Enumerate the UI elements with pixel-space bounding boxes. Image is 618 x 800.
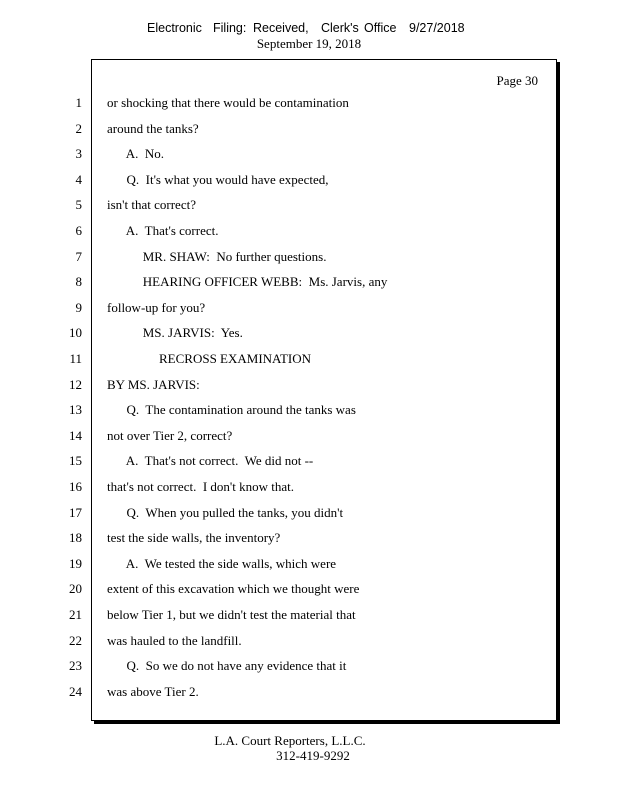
line-number: 16 xyxy=(69,479,82,494)
line-number: 7 xyxy=(75,249,82,264)
transcript-line: that's not correct. I don't know that. xyxy=(107,479,295,494)
line-number: 23 xyxy=(69,658,82,673)
line-number: 20 xyxy=(69,581,82,596)
line-number: 1 xyxy=(75,95,82,110)
line-number: 10 xyxy=(69,325,82,340)
line-number: 5 xyxy=(75,197,82,212)
line-number: 17 xyxy=(69,505,82,520)
transcript-line: was above Tier 2. xyxy=(107,684,199,699)
line-number: 8 xyxy=(75,274,82,289)
line-number: 14 xyxy=(69,428,82,443)
line-number: 18 xyxy=(69,530,82,545)
filing-word: Electronic xyxy=(147,21,202,35)
transcript-line: MR. SHAW: No further questions. xyxy=(107,249,327,264)
transcript-line: not over Tier 2, correct? xyxy=(107,428,233,443)
filing-word: Received, xyxy=(253,21,309,35)
transcript-line: A. That's not correct. We did not -- xyxy=(107,453,314,468)
line-number: 4 xyxy=(75,172,82,187)
transcript-line: Q. When you pulled the tanks, you didn't xyxy=(107,505,344,520)
page-number: Page 30 xyxy=(496,73,538,88)
transcript-line: RECROSS EXAMINATION xyxy=(107,351,312,366)
line-number: 6 xyxy=(75,223,82,238)
transcript-line: BY MS. JARVIS: xyxy=(107,377,200,392)
transcript-line: around the tanks? xyxy=(107,121,199,136)
line-number: 11 xyxy=(69,351,82,366)
transcript-line: HEARING OFFICER WEBB: Ms. Jarvis, any xyxy=(107,274,388,289)
transcript-line: test the side walls, the inventory? xyxy=(107,530,281,545)
filing-word: Office xyxy=(364,21,397,35)
filing-word: Filing: xyxy=(213,21,247,35)
line-number: 21 xyxy=(69,607,82,622)
transcript-line: A. That's correct. xyxy=(107,223,219,238)
transcript-line: extent of this excavation which we thought were xyxy=(107,581,360,596)
transcript-line: below Tier 1, but we didn't test the material that xyxy=(107,607,356,622)
line-number: 22 xyxy=(69,633,82,648)
transcript-line: MS. JARVIS: Yes. xyxy=(107,325,243,340)
electronic-filing-stamp xyxy=(0,21,618,37)
court-reporter-name: L.A. Court Reporters, L.L.C. xyxy=(214,733,366,748)
transcript-line: Q. So we do not have any evidence that it xyxy=(107,658,347,673)
line-number: 3 xyxy=(75,146,82,161)
court-reporter-phone: 312-419-9292 xyxy=(276,748,350,763)
transcript-line: follow-up for you? xyxy=(107,300,206,315)
line-number: 2 xyxy=(75,121,82,136)
transcript-line: was hauled to the landfill. xyxy=(107,633,242,648)
line-number: 12 xyxy=(69,377,82,392)
line-number: 9 xyxy=(75,300,82,315)
filing-word: Clerk's xyxy=(321,21,359,35)
transcript-line: Q. It's what you would have expected, xyxy=(107,172,329,187)
line-number: 15 xyxy=(69,453,82,468)
transcript-line: A. We tested the side walls, which were xyxy=(107,556,337,571)
line-number: 19 xyxy=(69,556,82,571)
received-date: September 19, 2018 xyxy=(256,36,362,51)
transcript-line: or shocking that there would be contamination xyxy=(107,95,349,110)
filing-date: 9/27/2018 xyxy=(409,21,465,35)
line-number: 13 xyxy=(69,402,82,417)
transcript-line: isn't that correct? xyxy=(107,197,196,212)
line-number: 24 xyxy=(69,684,82,699)
transcript-line: A. No. xyxy=(107,146,165,161)
transcript-line: Q. The contamination around the tanks was xyxy=(107,402,356,417)
